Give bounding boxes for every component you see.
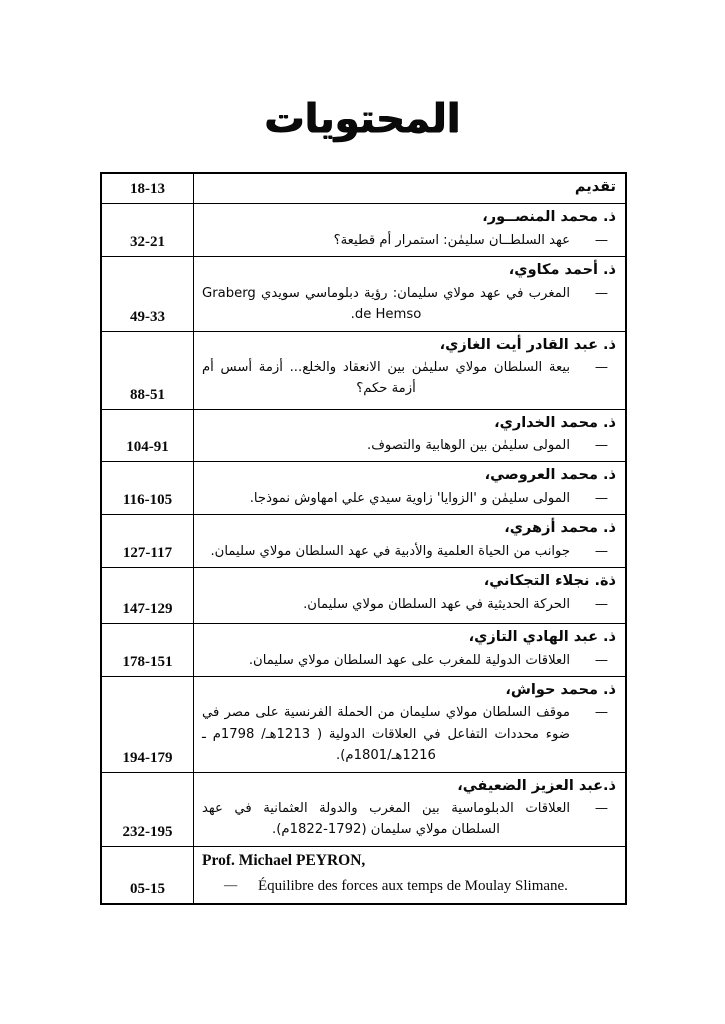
entry-text: جوانب من الحياة العلمية والأدبية في عهد السلطان مولاي سليمان. [210, 543, 570, 559]
page-range: 49-33 [102, 257, 194, 330]
author-name: ذ. محمد العروصي، [484, 467, 616, 484]
page-range: 116-105 [102, 462, 194, 514]
entry-cell [194, 677, 625, 772]
toc-row [102, 410, 625, 463]
entry-text: المولى سليمٰن و 'الزوايا' زاوية سيدي علي امهاوش نموذجا. [249, 490, 570, 506]
entry-text: المغرب في عهد مولاي سليمان: رؤية دبلوماسي سويدي Graberg de Hemso. [202, 285, 570, 323]
dash-marker: — [594, 543, 608, 559]
author-name: ذ. عبد القادر أيت الغازي، [439, 336, 616, 353]
entry-cell [194, 568, 625, 623]
author-name: ذ. محمد الخداري، [494, 414, 616, 431]
entry-text: العلاقات الدبلوماسية بين المغرب والدولة العثمانية في عهد السلطان مولاي سليمان (1792-1822م). [202, 800, 570, 838]
entry-cell [194, 174, 625, 203]
page-range: 104-91 [102, 410, 194, 462]
author-name: ذ. عبد الهادي التازي، [468, 629, 616, 646]
toc-row [102, 174, 625, 204]
section-title: تقديم [574, 179, 616, 195]
entry-text: Équilibre des forces aux temps de Moulay Slimane. [258, 877, 568, 894]
toc-entry [202, 357, 616, 400]
page-range: 127-117 [102, 515, 194, 567]
entry-cell [194, 515, 625, 567]
page-range: 232-195 [102, 773, 194, 846]
entry-cell [194, 462, 625, 514]
toc-row [102, 515, 625, 568]
dash-marker: — [594, 652, 608, 668]
dash-marker: — [594, 705, 608, 721]
toc-table [100, 172, 627, 905]
toc-row [102, 847, 625, 903]
dash-marker: — [594, 360, 608, 375]
toc-entry [202, 435, 616, 456]
toc-row [102, 568, 625, 624]
entry-text: المولى سليمٰن بين الوهابية والتصوف. [367, 438, 570, 453]
page-range: 88-51 [102, 332, 194, 409]
dash-marker: — [224, 876, 238, 892]
dash-marker: — [594, 490, 608, 506]
page-range: 178-151 [102, 624, 194, 676]
toc-entry [202, 702, 616, 766]
dash-marker: — [594, 800, 608, 816]
toc-row [102, 332, 625, 410]
toc-row [102, 677, 625, 773]
page-title: المحتويات [264, 96, 461, 142]
dash-marker: — [594, 285, 608, 301]
author-name: Prof. Michael PEYRON, [202, 851, 366, 869]
entry-cell [194, 257, 625, 330]
entry-cell [194, 624, 625, 676]
author-name: ذ. محمد أزهري، [504, 520, 616, 537]
entry-cell [194, 773, 625, 846]
author-name: ذ. محمد المنصــور، [482, 209, 616, 226]
toc-entry [202, 541, 616, 562]
author-name: ذ. محمد حواش، [505, 681, 616, 698]
author-name: ذة. نجلاء التجكاني، [483, 573, 616, 590]
entry-cell [194, 847, 625, 903]
page-range: 18-13 [102, 174, 194, 203]
toc-row [102, 462, 625, 515]
entry-text: عهد السلطــان سليمٰن: استمرار أم قطيعة؟ [333, 232, 570, 248]
page-range: 05-15 [102, 847, 194, 903]
entry-text: الحركة الحديثية في عهد السلطان مولاي سليمان. [303, 596, 570, 612]
entry-text: العلاقات الدولية للمغرب على عهد السلطان مولاي سليمان. [248, 652, 570, 668]
entry-cell [194, 410, 625, 462]
toc-entry [202, 230, 616, 251]
dash-marker: — [594, 438, 608, 453]
entry-cell [194, 332, 625, 409]
toc-entry [202, 283, 616, 326]
page-range: 32-21 [102, 204, 194, 256]
author-name: ذ.عبد العزيز الضعيفي، [457, 777, 616, 794]
toc-row [102, 204, 625, 257]
toc-row [102, 624, 625, 677]
page-range: 194-179 [102, 677, 194, 772]
page-range: 147-129 [102, 568, 194, 623]
entry-cell [194, 204, 625, 256]
toc-entry [202, 488, 616, 509]
entry-text: موقف السلطان مولاي سليمان من الحملة الفرنسية على مصر في ضوء محددات التفاعل في العلاقات الدولية ( 1213هـ/ 1798م ـ 1216هـ/1801م). [202, 705, 570, 764]
dash-marker: — [594, 232, 608, 248]
toc-entry [202, 798, 616, 841]
toc-row [102, 773, 625, 847]
toc-entry [202, 874, 616, 898]
toc-entry [202, 650, 616, 671]
author-name: ذ. أحمد مكاوي، [508, 262, 616, 279]
entry-text: بيعة السلطان مولاي سليمٰن بين الانعقاد والخلع... أزمة أسس أم أزمة حكم؟ [202, 360, 570, 397]
dash-marker: — [594, 596, 608, 612]
toc-entry [202, 594, 616, 615]
toc-row [102, 257, 625, 331]
